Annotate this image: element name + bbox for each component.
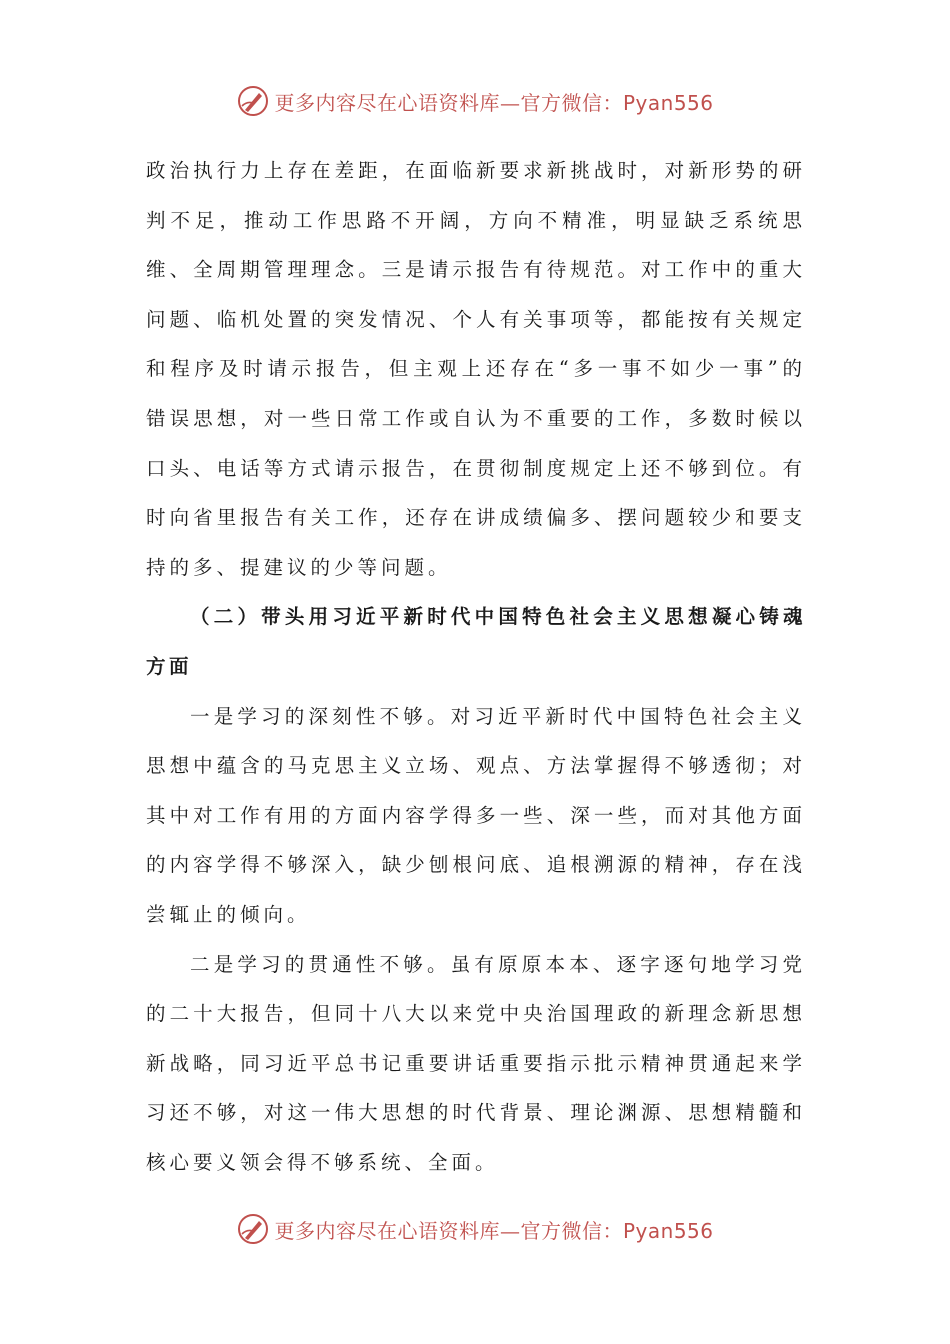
- wechat-account: Pyan556: [622, 90, 714, 115]
- wechat-account: Pyan556: [622, 1218, 714, 1243]
- paragraph: 政治执行力上存在差距，在面临新要求新挑战时，对新形势的研判不足，推动工作思路不开阔，方向不精准，明显缺乏系统思维、全周期管理理念。三是请示报告有待规范。对工作中的重大问题、临机处置的突发情况、个人有关事项等，都能按有关规定和程序及时请示报告，但主观上还存在“多一事不如少一事”的错误思想，对一些日常工作或自认为不重要的工作，多数时候以口头、电话等方式请示报告，在贯彻制度规定上还不够到位。有时向省里报告有关工作，还存在讲成绩偏多、摆问题较少和要支持的多、提建议的少等问题。: [146, 159, 806, 579]
- paragraph: 二是学习的贯通性不够。虽有原原本本、逐字逐句地学习党的二十大报告，但同十八大以来党中央治国理政的新理念新思想新战略，同习近平总书记重要讲话重要指示批示精神贯通起来学习还不够，对这一伟大思想的时代背景、理论渊源、思想精髓和核心要义领会得不够系统、全面。: [146, 952, 806, 1174]
- pen-logo-icon: [236, 1212, 270, 1246]
- header-banner: [0, 84, 950, 118]
- footer-banner: [0, 1212, 950, 1246]
- paragraph: 一是学习的深刻性不够。对习近平新时代中国特色社会主义思想中蕴含的马克思主义立场、观点、方法掌握得不够透彻；对其中对工作有用的方面内容学得多一些、深一些，而对其他方面的内容学得不够深入，缺少刨根问底、追根溯源的精神，存在浅尝辄止的倾向。: [146, 704, 806, 926]
- header-banner-text: 更多内容尽在心语资料库—官方微信：Pyan556: [274, 90, 714, 115]
- section-heading: （二）带头用习近平新时代中国特色社会主义思想凝心铸魂方面: [146, 605, 806, 678]
- pen-logo-icon: [236, 84, 270, 118]
- footer-banner-text: 更多内容尽在心语资料库—官方微信：Pyan556: [274, 1218, 714, 1243]
- document-body: [146, 146, 806, 1187]
